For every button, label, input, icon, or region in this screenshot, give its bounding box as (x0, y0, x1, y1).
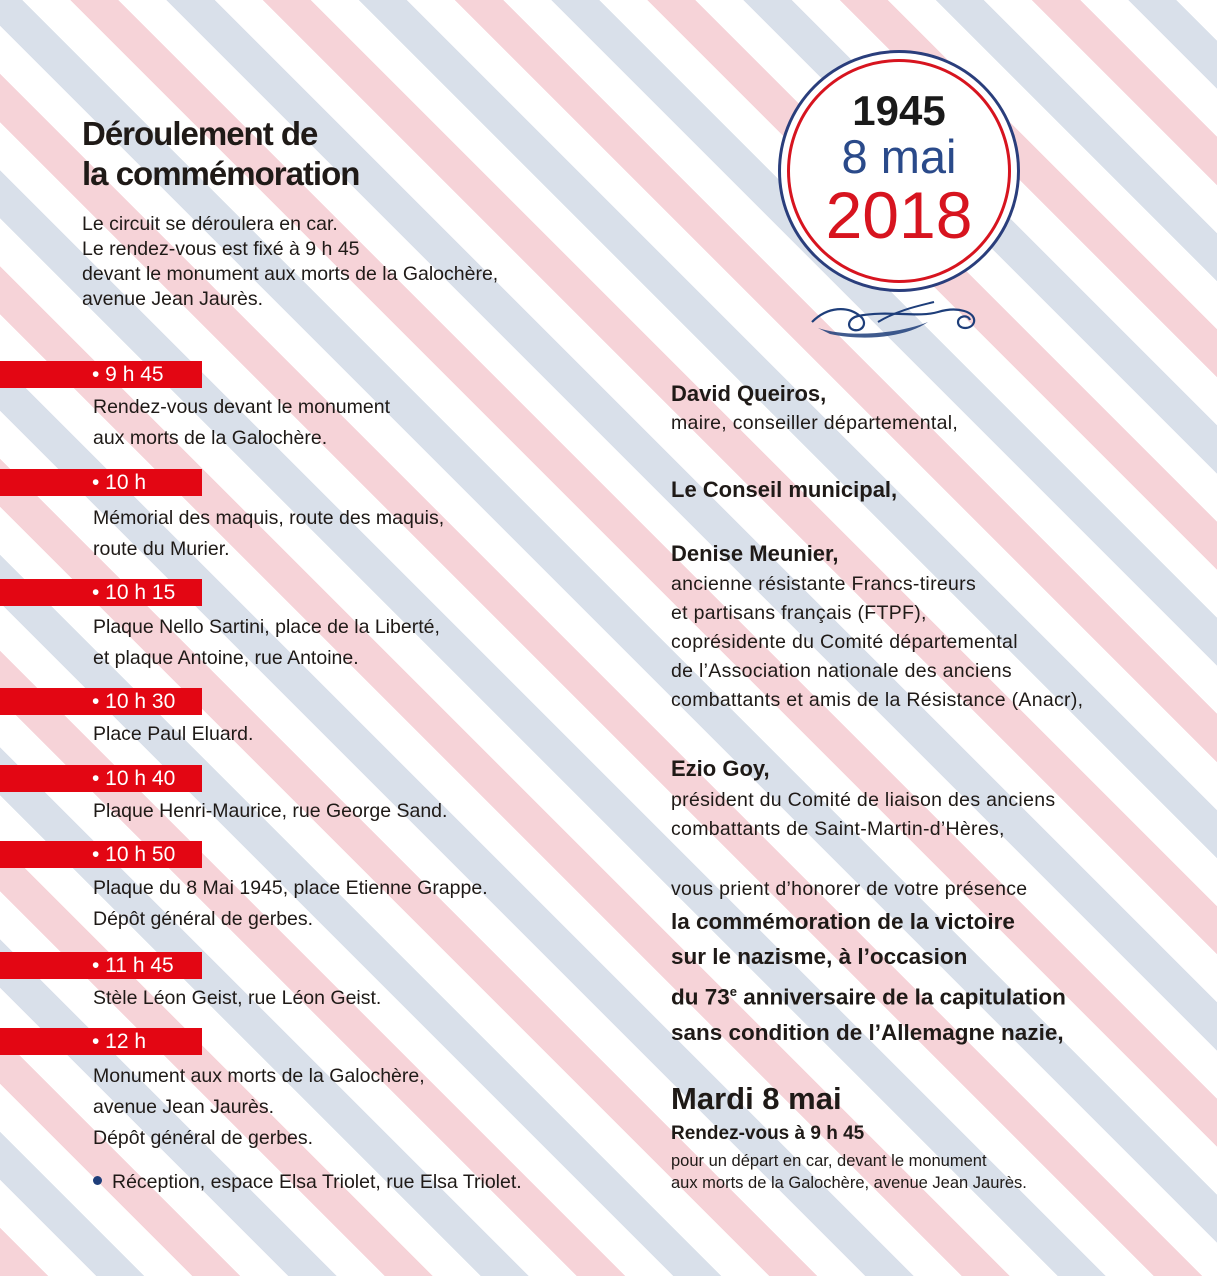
time-tag: • 10 h 15 (0, 579, 202, 606)
flourish-ornament-icon (808, 292, 983, 344)
stop-line: Plaque Henri-Maurice, rue George Sand. (93, 800, 448, 822)
stop-line: route du Murier. (93, 538, 230, 560)
intro-line: Le circuit se déroulera en car. (82, 213, 338, 235)
role-line: de l’Association nationale des anciens (671, 660, 1012, 682)
commemoration-line: la commémoration de la victoire (671, 909, 1015, 934)
role-line: président du Comité de liaison des anciens (671, 789, 1056, 811)
stop-description (93, 873, 488, 935)
event-details (671, 1150, 1027, 1194)
intro-text (82, 212, 498, 312)
title-line-2: la commémoration (82, 155, 360, 192)
stop-line: Dépôt général de gerbes. (93, 908, 314, 930)
stop-line: Dépôt général de gerbes. (93, 1127, 314, 1149)
bullet-icon (93, 1176, 102, 1185)
time-tag: • 10 h 30 (0, 688, 202, 715)
stop-description (93, 719, 253, 750)
stop-line: et plaque Antoine, rue Antoine. (93, 647, 359, 669)
commemoration-line: du 73e anniversaire de la capitulation (671, 984, 1066, 1010)
role-line: ancienne résistante Francs-tireurs (671, 573, 976, 595)
denise-role (671, 570, 1083, 715)
stop-description (93, 796, 447, 827)
stop-line: Plaque du 8 Mai 1945, place Etienne Grappe. (93, 877, 488, 899)
role-line: coprésidente du Comité départemental (671, 631, 1018, 653)
role-line: combattants et amis de la Résistance (Anacr), (671, 689, 1084, 711)
logo-year-2018: 2018 (825, 178, 973, 252)
time-tag: • 12 h (0, 1028, 202, 1055)
mayor-name: David Queiros, (671, 381, 827, 406)
event-time: Rendez-vous à 9 h 45 (671, 1123, 865, 1144)
commemoration-text (671, 904, 1066, 1050)
mayor-role: maire, conseiller départemental, (671, 412, 959, 434)
council-name: Le Conseil municipal, (671, 477, 898, 502)
stop-line: avenue Jean Jaurès. (93, 1096, 275, 1118)
reception-text: Réception, espace Elsa Triolet, rue Elsa Triolet. (112, 1171, 522, 1193)
ezio-role (671, 786, 1055, 844)
intro-line: avenue Jean Jaurès. (82, 288, 264, 310)
stop-description (93, 392, 390, 454)
logo-date: 8 mai (841, 130, 957, 183)
stop-description (93, 503, 444, 565)
time-tag: • 10 h 40 (0, 765, 202, 792)
stop-line: Monument aux morts de la Galochère, (93, 1065, 425, 1087)
page-title (82, 114, 359, 194)
intro-line: Le rendez-vous est fixé à 9 h 45 (82, 238, 360, 260)
reception-item (93, 1169, 522, 1195)
stop-line: Mémorial des maquis, route des maquis, (93, 507, 445, 529)
stop-line: Plaque Nello Sartini, place de la Liberté, (93, 616, 440, 638)
stop-line: Stèle Léon Geist, rue Léon Geist. (93, 987, 382, 1009)
role-line: combattants de Saint-Martin-d’Hères, (671, 818, 1005, 840)
time-tag: • 11 h 45 (0, 952, 202, 979)
stop-line: Rendez-vous devant le monument (93, 396, 391, 418)
ezio-name: Ezio Goy, (671, 756, 770, 781)
denise-name: Denise Meunier, (671, 541, 839, 566)
logo-year-1945: 1945 (852, 87, 946, 134)
invitation-text: vous prient d’honorer de votre présence (671, 878, 1028, 900)
stop-line: aux morts de la Galochère. (93, 427, 328, 449)
commemoration-line: sans condition de l’Allemagne nazie, (671, 1019, 1064, 1045)
intro-line: devant le monument aux morts de la Galochère, (82, 263, 499, 285)
event-date: Mardi 8 mai (671, 1081, 842, 1116)
stop-line: Place Paul Eluard. (93, 723, 254, 745)
time-tag: • 10 h 50 (0, 841, 202, 868)
stop-description (93, 983, 381, 1014)
commemoration-line: sur le nazisme, à l’occasion (671, 944, 968, 969)
role-line: et partisans français (FTPF), (671, 602, 927, 624)
time-tag: • 9 h 45 (0, 361, 202, 388)
stop-description (93, 612, 440, 674)
time-tag: • 10 h (0, 469, 202, 496)
details-line: pour un départ en car, devant le monument (671, 1152, 987, 1170)
details-line: aux morts de la Galochère, avenue Jean Jaurès. (671, 1174, 1027, 1192)
stop-description (93, 1061, 425, 1154)
title-line-1: Déroulement de (82, 115, 318, 152)
